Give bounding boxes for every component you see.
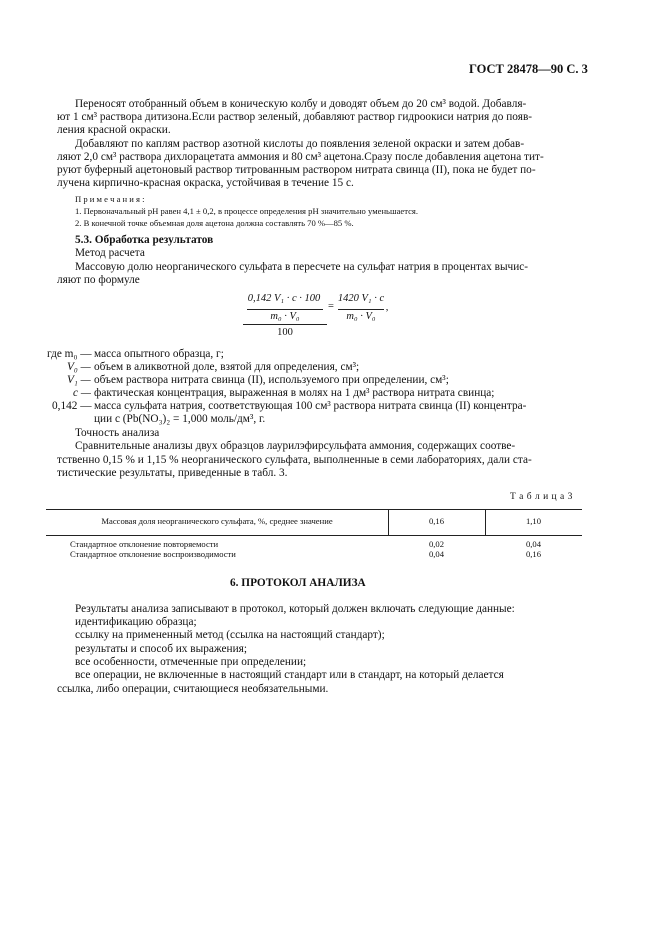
- section-heading: 5.3. Обработка результатов: [75, 234, 214, 246]
- table-row-label: Стандартное отклонение воспроизводимости: [70, 549, 236, 559]
- accuracy-text: тистические результаты, приведенные в табл. 3.: [57, 467, 288, 479]
- formula-rhs-numerator: 1420 V₁ · c: [337, 293, 385, 304]
- table-header-col1: 0,16: [428, 516, 445, 526]
- definition-symbol: V₁ —: [67, 374, 91, 386]
- table-row-label: Стандартное отклонение повторяемости: [70, 539, 219, 549]
- definition-text: ции c (Pb(NO₃)₂ = 1,000 моль/дм³, г.: [94, 413, 266, 425]
- formula-equals: =: [328, 301, 334, 312]
- definition-text: масса сульфата натрия, соответствующая 100 см³ раствора нитрата свинца (II) концентра-: [94, 400, 527, 412]
- definition-text: объем раствора нитрата свинца (II), используемого при определении, см³;: [94, 374, 449, 386]
- intro-line: руют буферный ацетоновый раствор титрованным раствором нитрата свинца (II), пока не будет по-: [57, 164, 536, 176]
- intro-line: ления красной окраски.: [57, 124, 171, 136]
- intro-line: Добавляют по каплям раствор азотной кислоты до появления зеленой окраски и затем добав-: [75, 138, 525, 150]
- table-top-border: [46, 509, 582, 510]
- formula-rhs-bar: [338, 309, 384, 310]
- accuracy-title: Точность анализа: [75, 427, 160, 439]
- formula-rhs-denominator: m₀ · V₀: [346, 311, 376, 322]
- definition-text: объем в аликвотной доле, взятой для определения, см³;: [94, 361, 360, 373]
- definition-symbol: где m₀ —: [47, 348, 92, 360]
- definition-text: фактическая концентрация, выраженная в молях на 1 дм³ раствора нитрата свинца;: [94, 387, 495, 399]
- formula-inner-numerator: 0,142 V₁ · c · 100: [247, 293, 321, 304]
- table-row-value: 0,02: [428, 539, 445, 549]
- protocol-text: ссылку на примененный метод (ссылка на настоящий стандарт);: [75, 629, 385, 641]
- protocol-text: результаты и способ их выражения;: [75, 643, 247, 655]
- intro-line: ляют 2,0 см³ раствора дихлорацетата аммония и 80 см³ ацетона.Сразу после добавления ацетона тит-: [57, 151, 544, 163]
- note-1: 1. Первоначальный pH равен 4,1 ± 0,2, в процессе определения pH значительно уменьшается.: [75, 206, 418, 216]
- method-title: Метод расчета: [75, 247, 145, 259]
- table-row-value: 0,16: [525, 549, 542, 559]
- note-2: 2. В конечной точке объемная доля ацетона должна составлять 70 %—85 %.: [75, 218, 354, 228]
- section-text: Массовую долю неорганического сульфата в пересчете на сульфат натрия в процентах вычис-: [75, 261, 529, 273]
- table-row-value: 0,04: [428, 549, 445, 559]
- definition-symbol: c —: [73, 387, 91, 399]
- definition-symbol: V₀ —: [67, 361, 91, 373]
- formula-inner-denominator: m₀ · V₀: [270, 311, 300, 322]
- formula-comma: ,: [385, 302, 389, 313]
- protocol-text: Результаты анализа записывают в протокол, который должен включать следующие данные:: [75, 603, 515, 615]
- table-header-label: Массовая доля неорганического сульфата, %, среднее значение: [101, 516, 333, 526]
- table-caption: Т а б л и ц а 3: [510, 492, 573, 502]
- definition-text: масса опытного образца, г;: [94, 348, 224, 360]
- protocol-text: все операции, не включенные в настоящий стандарт или в стандарт, на который делается: [75, 669, 504, 681]
- accuracy-text: тственно 0,15 % и 1,15 % неорганического сульфата, выполненные в семи лабораториях, дали ста-: [57, 454, 532, 466]
- formula-outer-bar: [243, 324, 327, 325]
- notes-title: П р и м е ч а н и я :: [75, 194, 145, 204]
- accuracy-text: Сравнительные анализы двух образцов лаурилэфирсульфата аммония, содержащих соотве-: [75, 440, 516, 452]
- section-text: ляют по формуле: [57, 274, 140, 286]
- intro-line: Переносят отобранный объем в коническую колбу и доводят объем до 20 см³ водой. Добавля-: [75, 98, 527, 110]
- intro-line: ют 1 см³ раствора дитизона.Если раствор зеленый, добавляют раствор гидроокиси натрия до появ-: [57, 111, 533, 123]
- intro-line: лучена кирпично-красная окраска, устойчивая в течение 15 с.: [57, 177, 354, 189]
- protocol-text: идентификацию образца;: [75, 616, 197, 628]
- section-heading: 6. ПРОТОКОЛ АНАЛИЗА: [230, 577, 366, 589]
- table-header-col2: 1,10: [525, 516, 542, 526]
- formula-outer-denominator: 100: [277, 327, 293, 338]
- protocol-text: все особенности, отмеченные при определении;: [75, 656, 307, 668]
- table-header-border: [46, 535, 582, 536]
- formula-inner-bar: [247, 309, 323, 310]
- page-header: ГОСТ 28478—90 С. 3: [469, 62, 588, 76]
- definition-symbol: 0,142 —: [52, 400, 92, 412]
- protocol-text: ссылка, либо операции, считающиеся необязательными.: [57, 683, 329, 695]
- table-row-value: 0,04: [525, 539, 542, 549]
